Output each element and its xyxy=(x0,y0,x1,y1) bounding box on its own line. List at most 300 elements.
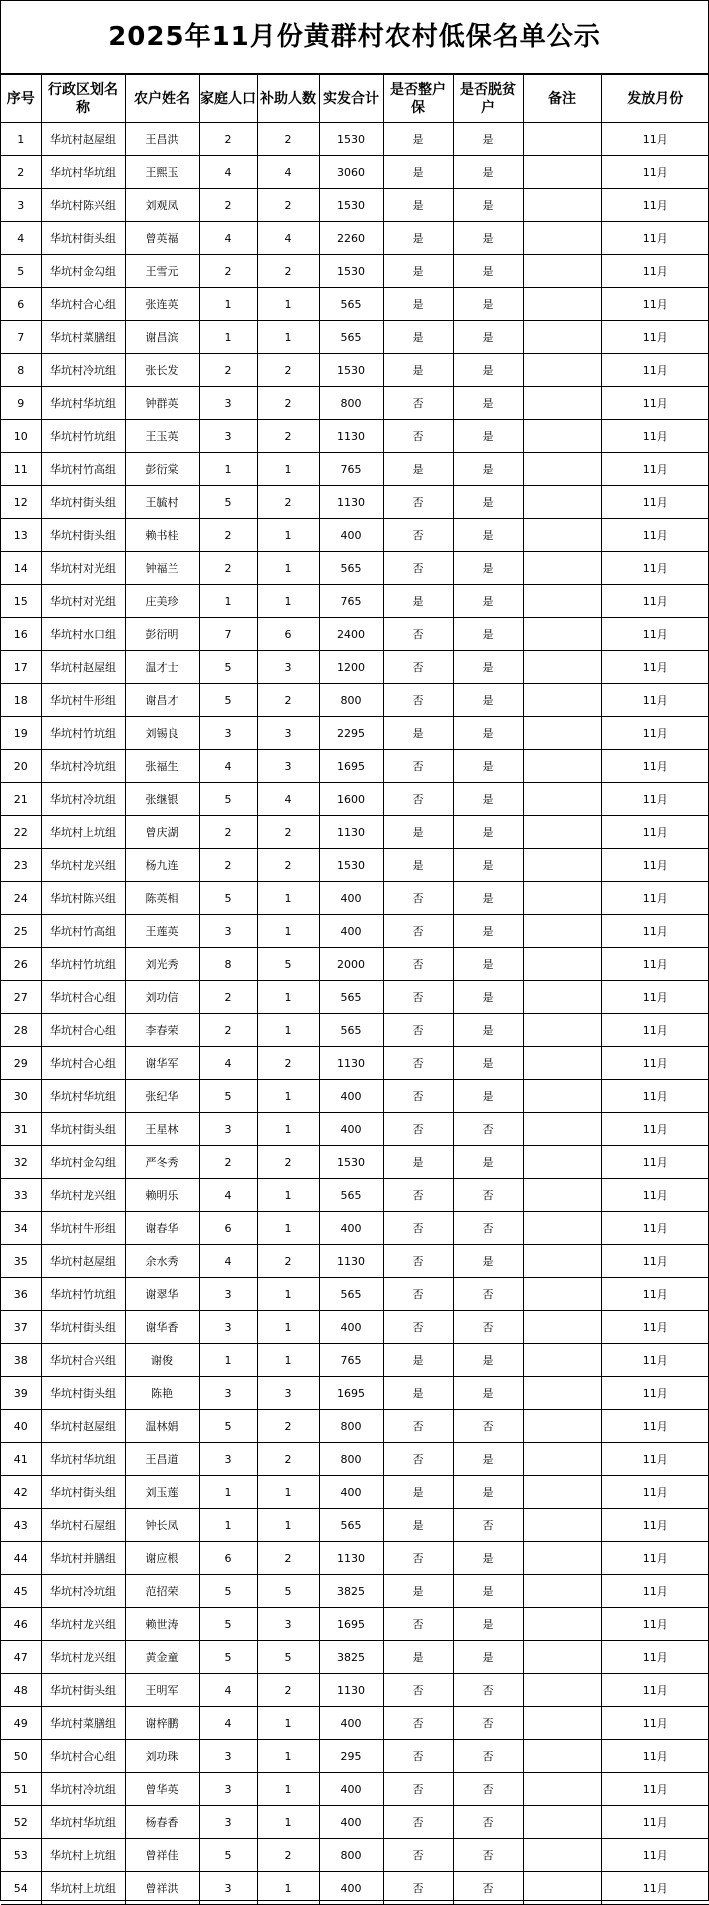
cell-region: 华坑村华坑组 xyxy=(41,387,125,420)
cell-month: 11月 xyxy=(601,750,709,783)
header-total-amount: 实发合计 xyxy=(319,75,383,123)
cell-notes xyxy=(523,1839,601,1872)
cell-name: 刘观凤 xyxy=(125,189,199,222)
cell-name: 陈艳 xyxy=(125,1377,199,1410)
cell-name: 范招荣 xyxy=(125,1575,199,1608)
cell-month: 11月 xyxy=(601,948,709,981)
cell-subsidized-count: 1 xyxy=(257,1740,319,1773)
cell-poverty-exit: 是 xyxy=(453,651,523,684)
cell-name: 钟长凤 xyxy=(125,1509,199,1542)
cell-index: 43 xyxy=(1,1509,41,1542)
cell-total-amount: 400 xyxy=(319,1707,383,1740)
cell-household-size: 5 xyxy=(199,1608,257,1641)
table-row xyxy=(1,1113,709,1146)
cell-poverty-exit: 是 xyxy=(453,1344,523,1377)
cell-name: 王昌道 xyxy=(125,1443,199,1476)
cell-total-amount: 800 xyxy=(319,1443,383,1476)
cell-index: 44 xyxy=(1,1542,41,1575)
cell-whole-household: 否 xyxy=(383,420,453,453)
cell-whole-household: 是 xyxy=(383,1641,453,1674)
cell-month: 11月 xyxy=(601,1245,709,1278)
cell-subsidized-count: 1 xyxy=(257,1344,319,1377)
cell-household-size: 2 xyxy=(199,981,257,1014)
cell-total-amount: 295 xyxy=(319,1740,383,1773)
cell-poverty-exit: 是 xyxy=(453,156,523,189)
cell-notes xyxy=(523,981,601,1014)
cell-household-size: 3 xyxy=(199,1377,257,1410)
cell-index: 7 xyxy=(1,321,41,354)
cell-region: 华坑村冷坑组 xyxy=(41,1773,125,1806)
cell-household-size: 2 xyxy=(199,552,257,585)
cell-name: 谢翠华 xyxy=(125,1278,199,1311)
cell-total-amount: 400 xyxy=(319,1212,383,1245)
cell-whole-household: 是 xyxy=(383,1476,453,1509)
cell-household-size: 2 xyxy=(199,1014,257,1047)
cell-month: 11月 xyxy=(601,684,709,717)
table-row xyxy=(1,1146,709,1179)
cell-notes xyxy=(523,750,601,783)
cell-month: 11月 xyxy=(601,222,709,255)
cell-household-size: 4 xyxy=(199,1047,257,1080)
cell-month: 11月 xyxy=(601,585,709,618)
cell-poverty-exit: 是 xyxy=(453,288,523,321)
cell-index: 49 xyxy=(1,1707,41,1740)
cell-notes xyxy=(523,288,601,321)
cell-total-amount: 400 xyxy=(319,1806,383,1839)
cell-subsidized-count: 1 xyxy=(257,585,319,618)
cell-month: 11月 xyxy=(601,1344,709,1377)
cell-subsidized-count: 1 xyxy=(257,882,319,915)
cell-name: 钟福兰 xyxy=(125,552,199,585)
cell-subsidized-count: 1 xyxy=(257,1014,319,1047)
cell-name: 曾祥洪 xyxy=(125,1872,199,1905)
cell-month: 11月 xyxy=(601,255,709,288)
cell-region: 华坑村合心组 xyxy=(41,1047,125,1080)
cell-subsidized-count: 2 xyxy=(257,255,319,288)
cell-name: 陈英相 xyxy=(125,882,199,915)
cell-month: 11月 xyxy=(601,552,709,585)
cell-name: 王玉英 xyxy=(125,420,199,453)
cell-index: 17 xyxy=(1,651,41,684)
cell-name: 杨九连 xyxy=(125,849,199,882)
cell-poverty-exit: 是 xyxy=(453,1476,523,1509)
cell-subsidized-count: 4 xyxy=(257,222,319,255)
cell-name: 王熙玉 xyxy=(125,156,199,189)
cell-household-size: 4 xyxy=(199,1245,257,1278)
cell-whole-household: 否 xyxy=(383,915,453,948)
cell-whole-household: 是 xyxy=(383,717,453,750)
cell-notes xyxy=(523,1476,601,1509)
cell-index: 19 xyxy=(1,717,41,750)
cell-name: 张继银 xyxy=(125,783,199,816)
table-row xyxy=(1,849,709,882)
cell-month: 11月 xyxy=(601,849,709,882)
cell-poverty-exit: 是 xyxy=(453,849,523,882)
cell-index: 36 xyxy=(1,1278,41,1311)
cell-subsidized-count: 2 xyxy=(257,387,319,420)
cell-household-size: 4 xyxy=(199,1179,257,1212)
table-row xyxy=(1,1575,709,1608)
cell-poverty-exit: 是 xyxy=(453,255,523,288)
cell-name: 曾祥佳 xyxy=(125,1839,199,1872)
cell-month: 11月 xyxy=(601,1806,709,1839)
cell-index: 9 xyxy=(1,387,41,420)
cell-poverty-exit: 是 xyxy=(453,1575,523,1608)
cell-whole-household: 否 xyxy=(383,1080,453,1113)
header-whole-household: 是否整户保 xyxy=(383,75,453,123)
cell-name: 谢昌才 xyxy=(125,684,199,717)
cell-region: 华坑村合心组 xyxy=(41,1014,125,1047)
cell-subsidized-count: 2 xyxy=(257,1674,319,1707)
cell-household-size: 1 xyxy=(199,1509,257,1542)
cell-household-size: 3 xyxy=(199,1773,257,1806)
cell-subsidized-count: 1 xyxy=(257,915,319,948)
cell-region: 华坑村牛形组 xyxy=(41,684,125,717)
table-row xyxy=(1,750,709,783)
table-row xyxy=(1,783,709,816)
cell-region: 华坑村龙兴组 xyxy=(41,1179,125,1212)
cell-total-amount: 1530 xyxy=(319,849,383,882)
cell-whole-household: 否 xyxy=(383,948,453,981)
cell-whole-household: 否 xyxy=(383,981,453,1014)
cell-name: 王昌洪 xyxy=(125,123,199,156)
cell-index: 30 xyxy=(1,1080,41,1113)
cell-poverty-exit: 是 xyxy=(453,948,523,981)
cell-poverty-exit: 是 xyxy=(453,420,523,453)
cell-index: 54 xyxy=(1,1872,41,1905)
header-notes: 备注 xyxy=(523,75,601,123)
cell-notes xyxy=(523,453,601,486)
subsidy-table xyxy=(1,74,709,1905)
cell-subsidized-count: 1 xyxy=(257,1212,319,1245)
cell-subsidized-count: 1 xyxy=(257,288,319,321)
table-row xyxy=(1,1443,709,1476)
table-row xyxy=(1,453,709,486)
cell-index: 21 xyxy=(1,783,41,816)
cell-whole-household: 是 xyxy=(383,1377,453,1410)
cell-subsidized-count: 1 xyxy=(257,1773,319,1806)
cell-name: 刘玉莲 xyxy=(125,1476,199,1509)
cell-total-amount: 1130 xyxy=(319,1542,383,1575)
cell-name: 王莲英 xyxy=(125,915,199,948)
cell-region: 华坑村冷坑组 xyxy=(41,1575,125,1608)
cell-subsidized-count: 3 xyxy=(257,750,319,783)
cell-total-amount: 565 xyxy=(319,552,383,585)
cell-poverty-exit: 否 xyxy=(453,1872,523,1905)
cell-subsidized-count: 1 xyxy=(257,1278,319,1311)
cell-whole-household: 是 xyxy=(383,156,453,189)
cell-notes xyxy=(523,1443,601,1476)
cell-month: 11月 xyxy=(601,354,709,387)
cell-total-amount: 565 xyxy=(319,1014,383,1047)
cell-total-amount: 1600 xyxy=(319,783,383,816)
cell-whole-household: 否 xyxy=(383,1410,453,1443)
cell-index: 42 xyxy=(1,1476,41,1509)
cell-total-amount: 565 xyxy=(319,1278,383,1311)
cell-whole-household: 否 xyxy=(383,1179,453,1212)
cell-total-amount: 1130 xyxy=(319,1047,383,1080)
cell-subsidized-count: 2 xyxy=(257,1146,319,1179)
table-row xyxy=(1,1872,709,1905)
table-row xyxy=(1,1608,709,1641)
cell-notes xyxy=(523,552,601,585)
cell-subsidized-count: 1 xyxy=(257,453,319,486)
cell-total-amount: 565 xyxy=(319,321,383,354)
cell-subsidized-count: 5 xyxy=(257,1575,319,1608)
cell-name: 余水秀 xyxy=(125,1245,199,1278)
cell-notes xyxy=(523,156,601,189)
cell-total-amount: 400 xyxy=(319,519,383,552)
cell-region: 华坑村华坑组 xyxy=(41,1080,125,1113)
cell-month: 11月 xyxy=(601,1179,709,1212)
cell-index: 46 xyxy=(1,1608,41,1641)
cell-total-amount: 400 xyxy=(319,915,383,948)
cell-poverty-exit: 否 xyxy=(453,1113,523,1146)
cell-region: 华坑村街头组 xyxy=(41,222,125,255)
cell-region: 华坑村华坑组 xyxy=(41,156,125,189)
cell-index: 4 xyxy=(1,222,41,255)
cell-notes xyxy=(523,1773,601,1806)
cell-whole-household: 是 xyxy=(383,222,453,255)
cell-total-amount: 800 xyxy=(319,1839,383,1872)
cell-subsidized-count: 3 xyxy=(257,1377,319,1410)
cell-poverty-exit: 是 xyxy=(453,354,523,387)
cell-index: 32 xyxy=(1,1146,41,1179)
cell-index: 8 xyxy=(1,354,41,387)
table-body xyxy=(1,123,709,1905)
table-row xyxy=(1,321,709,354)
cell-notes xyxy=(523,1047,601,1080)
cell-region: 华坑村赵屋组 xyxy=(41,123,125,156)
cell-name: 彭衍棠 xyxy=(125,453,199,486)
cell-month: 11月 xyxy=(601,1740,709,1773)
table-row xyxy=(1,1509,709,1542)
cell-index: 18 xyxy=(1,684,41,717)
cell-poverty-exit: 是 xyxy=(453,486,523,519)
cell-name: 刘功珠 xyxy=(125,1740,199,1773)
cell-month: 11月 xyxy=(601,1608,709,1641)
cell-notes xyxy=(523,1542,601,1575)
header-name: 农户姓名 xyxy=(125,75,199,123)
cell-month: 11月 xyxy=(601,156,709,189)
cell-month: 11月 xyxy=(601,1509,709,1542)
cell-total-amount: 2295 xyxy=(319,717,383,750)
cell-whole-household: 否 xyxy=(383,651,453,684)
cell-region: 华坑村街头组 xyxy=(41,1674,125,1707)
cell-region: 华坑村街头组 xyxy=(41,486,125,519)
cell-index: 31 xyxy=(1,1113,41,1146)
cell-index: 38 xyxy=(1,1344,41,1377)
cell-index: 33 xyxy=(1,1179,41,1212)
cell-month: 11月 xyxy=(601,816,709,849)
table-row xyxy=(1,1278,709,1311)
cell-region: 华坑村龙兴组 xyxy=(41,1641,125,1674)
cell-subsidized-count: 2 xyxy=(257,354,319,387)
cell-total-amount: 3825 xyxy=(319,1575,383,1608)
cell-poverty-exit: 是 xyxy=(453,1377,523,1410)
cell-subsidized-count: 1 xyxy=(257,1311,319,1344)
cell-subsidized-count: 3 xyxy=(257,651,319,684)
cell-whole-household: 否 xyxy=(383,519,453,552)
cell-subsidized-count: 4 xyxy=(257,156,319,189)
cell-region: 华坑村陈兴组 xyxy=(41,882,125,915)
cell-index: 47 xyxy=(1,1641,41,1674)
table-row xyxy=(1,618,709,651)
cell-name: 王明军 xyxy=(125,1674,199,1707)
header-index: 序号 xyxy=(1,75,41,123)
cell-notes xyxy=(523,717,601,750)
cell-name: 李春荣 xyxy=(125,1014,199,1047)
cell-whole-household: 否 xyxy=(383,1014,453,1047)
cell-whole-household: 否 xyxy=(383,552,453,585)
cell-month: 11月 xyxy=(601,1146,709,1179)
cell-region: 华坑村华坑组 xyxy=(41,1443,125,1476)
cell-name: 谢俊 xyxy=(125,1344,199,1377)
cell-subsidized-count: 1 xyxy=(257,1080,319,1113)
cell-total-amount: 2260 xyxy=(319,222,383,255)
cell-total-amount: 1695 xyxy=(319,1377,383,1410)
cell-index: 53 xyxy=(1,1839,41,1872)
cell-notes xyxy=(523,816,601,849)
cell-total-amount: 2400 xyxy=(319,618,383,651)
cell-poverty-exit: 否 xyxy=(453,1740,523,1773)
cell-region: 华坑村街头组 xyxy=(41,519,125,552)
cell-total-amount: 1530 xyxy=(319,354,383,387)
cell-poverty-exit: 否 xyxy=(453,1839,523,1872)
cell-total-amount: 1530 xyxy=(319,255,383,288)
table-row xyxy=(1,255,709,288)
cell-name: 刘光秀 xyxy=(125,948,199,981)
cell-index: 12 xyxy=(1,486,41,519)
cell-month: 11月 xyxy=(601,981,709,1014)
cell-subsidized-count: 1 xyxy=(257,981,319,1014)
table-row xyxy=(1,882,709,915)
cell-region: 华坑村上坑组 xyxy=(41,1839,125,1872)
cell-index: 26 xyxy=(1,948,41,981)
cell-subsidized-count: 1 xyxy=(257,321,319,354)
cell-index: 20 xyxy=(1,750,41,783)
cell-month: 11月 xyxy=(601,420,709,453)
cell-notes xyxy=(523,1872,601,1905)
cell-notes xyxy=(523,1509,601,1542)
cell-whole-household: 否 xyxy=(383,1443,453,1476)
cell-whole-household: 是 xyxy=(383,849,453,882)
table-row xyxy=(1,1740,709,1773)
cell-notes xyxy=(523,1377,601,1410)
cell-household-size: 5 xyxy=(199,1575,257,1608)
cell-total-amount: 400 xyxy=(319,1773,383,1806)
table-row xyxy=(1,189,709,222)
cell-region: 华坑村牛形组 xyxy=(41,1212,125,1245)
table-row xyxy=(1,1542,709,1575)
cell-month: 11月 xyxy=(601,453,709,486)
cell-whole-household: 否 xyxy=(383,684,453,717)
cell-region: 华坑村石屋组 xyxy=(41,1509,125,1542)
cell-household-size: 2 xyxy=(199,519,257,552)
cell-total-amount: 400 xyxy=(319,1080,383,1113)
cell-name: 刘功信 xyxy=(125,981,199,1014)
cell-name: 庄美珍 xyxy=(125,585,199,618)
cell-name: 刘锡良 xyxy=(125,717,199,750)
cell-subsidized-count: 2 xyxy=(257,816,319,849)
cell-index: 2 xyxy=(1,156,41,189)
cell-household-size: 3 xyxy=(199,717,257,750)
cell-region: 华坑村街头组 xyxy=(41,1377,125,1410)
header-household-size: 家庭人口 xyxy=(199,75,257,123)
cell-month: 11月 xyxy=(601,651,709,684)
cell-poverty-exit: 是 xyxy=(453,387,523,420)
cell-poverty-exit: 是 xyxy=(453,453,523,486)
cell-notes xyxy=(523,420,601,453)
cell-subsidized-count: 1 xyxy=(257,552,319,585)
cell-whole-household: 是 xyxy=(383,354,453,387)
cell-total-amount: 565 xyxy=(319,981,383,1014)
header-region: 行政区划名称 xyxy=(41,75,125,123)
cell-poverty-exit: 是 xyxy=(453,1641,523,1674)
cell-month: 11月 xyxy=(601,717,709,750)
cell-notes xyxy=(523,684,601,717)
cell-poverty-exit: 是 xyxy=(453,1245,523,1278)
cell-notes xyxy=(523,585,601,618)
cell-region: 华坑村对光组 xyxy=(41,552,125,585)
cell-poverty-exit: 是 xyxy=(453,222,523,255)
table-row xyxy=(1,816,709,849)
page-title: 2025年11月份黄群村农村低保名单公示 xyxy=(1,1,708,74)
cell-region: 华坑村上坑组 xyxy=(41,816,125,849)
cell-month: 11月 xyxy=(601,189,709,222)
cell-whole-household: 否 xyxy=(383,1740,453,1773)
cell-total-amount: 400 xyxy=(319,1113,383,1146)
cell-household-size: 1 xyxy=(199,1476,257,1509)
table-row xyxy=(1,123,709,156)
cell-region: 华坑村上坑组 xyxy=(41,1872,125,1905)
cell-region: 华坑村竹高组 xyxy=(41,915,125,948)
cell-index: 28 xyxy=(1,1014,41,1047)
cell-month: 11月 xyxy=(601,1443,709,1476)
cell-household-size: 8 xyxy=(199,948,257,981)
table-row xyxy=(1,1080,709,1113)
cell-total-amount: 1530 xyxy=(319,189,383,222)
cell-notes xyxy=(523,1014,601,1047)
cell-region: 华坑村水口组 xyxy=(41,618,125,651)
cell-poverty-exit: 是 xyxy=(453,618,523,651)
table-row xyxy=(1,1641,709,1674)
table-row xyxy=(1,354,709,387)
cell-whole-household: 否 xyxy=(383,618,453,651)
cell-subsidized-count: 1 xyxy=(257,1872,319,1905)
cell-total-amount: 400 xyxy=(319,1872,383,1905)
cell-total-amount: 800 xyxy=(319,1410,383,1443)
cell-poverty-exit: 是 xyxy=(453,1047,523,1080)
cell-index: 24 xyxy=(1,882,41,915)
cell-region: 华坑村合心组 xyxy=(41,1740,125,1773)
cell-whole-household: 是 xyxy=(383,255,453,288)
cell-poverty-exit: 是 xyxy=(453,189,523,222)
cell-notes xyxy=(523,849,601,882)
cell-region: 华坑村赵屋组 xyxy=(41,1410,125,1443)
cell-poverty-exit: 是 xyxy=(453,915,523,948)
cell-household-size: 3 xyxy=(199,1113,257,1146)
cell-poverty-exit: 否 xyxy=(453,1707,523,1740)
cell-month: 11月 xyxy=(601,1575,709,1608)
table-row xyxy=(1,519,709,552)
cell-notes xyxy=(523,1113,601,1146)
cell-region: 华坑村龙兴组 xyxy=(41,849,125,882)
cell-household-size: 3 xyxy=(199,1443,257,1476)
cell-region: 华坑村对光组 xyxy=(41,585,125,618)
table-row xyxy=(1,1476,709,1509)
cell-index: 15 xyxy=(1,585,41,618)
